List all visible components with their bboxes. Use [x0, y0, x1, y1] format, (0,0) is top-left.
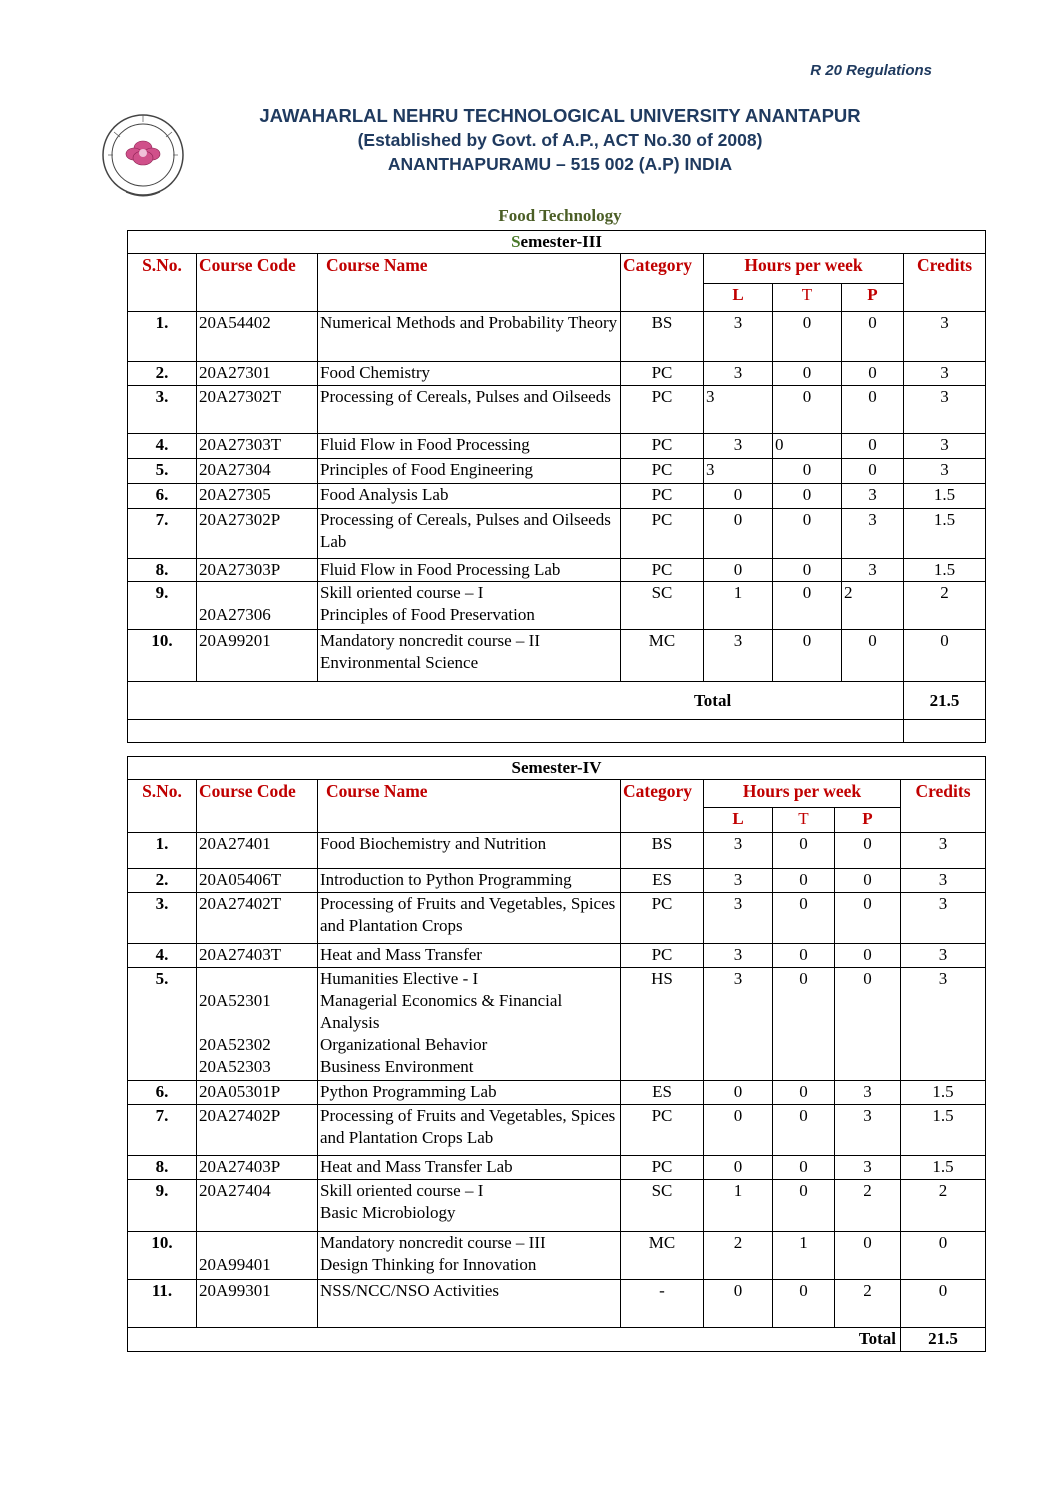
table-row: 4. 20A27403T Heat and Mass Transfer PC 3 0 0 3: [128, 944, 986, 968]
col-l: L: [704, 808, 773, 833]
semester-3-title: Semester-III: [128, 231, 986, 254]
table-row: 3. 20A27302T Processing of Cereals, Pulses and Oilseeds PC 3 0 0 3: [128, 386, 986, 434]
total-row: Total 21.5: [128, 1328, 986, 1352]
table-row: 10. 20A99201 Mandatory noncredit course – II Environmental Science MC 3 0 0 0: [128, 630, 986, 682]
total-row: Total 21.5: [128, 682, 986, 720]
table-row: 10. 20A99401 Mandatory noncredit course – III Design Thinking for Innovation MC 2 1 0 0: [128, 1232, 986, 1280]
col-p: P: [835, 808, 901, 833]
col-credits: Credits: [901, 780, 986, 833]
col-course-name: Course Name: [318, 780, 621, 833]
col-hours: Hours per week: [704, 780, 901, 808]
col-p: P: [842, 284, 904, 312]
table-row: 3. 20A27402T Processing of Fruits and Vegetables, Spices and Plantation Crops PC 3 0 0 3: [128, 893, 986, 944]
col-l: L: [704, 284, 773, 312]
branch-title: Food Technology: [498, 206, 622, 225]
semester-4-title: Semester-IV: [128, 757, 986, 780]
col-hours: Hours per week: [704, 254, 904, 284]
col-category: Category: [621, 254, 704, 312]
university-name: JAWAHARLAL NEHRU TECHNOLOGICAL UNIVERSITY ANANTAPUR: [259, 105, 861, 126]
semester-3-table: [127, 230, 986, 743]
table-row: 2. 20A27301 Food Chemistry PC 3 0 0 3: [128, 362, 986, 386]
table-row: 9. 20A27404 Skill oriented course – I Basic Microbiology SC 1 0 2 2: [128, 1180, 986, 1232]
table-row: 6. 20A05301P Python Programming Lab ES 0 0 3 1.5: [128, 1081, 986, 1105]
table-row: 8. 20A27403P Heat and Mass Transfer Lab PC 0 0 3 1.5: [128, 1156, 986, 1180]
semester-4-table: [127, 756, 986, 1352]
table-row: 1. 20A54402 Numerical Methods and Probability Theory BS 3 0 0 3: [128, 312, 986, 362]
university-logo-icon: [98, 112, 188, 202]
university-header: [200, 104, 920, 176]
col-t: T: [773, 284, 842, 312]
table-row: 9. 20A27306 Skill oriented course – I Principles of Food Preservation SC 1 0 2 2: [128, 582, 986, 630]
university-established: (Established by Govt. of A.P., ACT No.30 of 2008): [357, 130, 763, 150]
col-course-name: Course Name: [318, 254, 621, 312]
university-address: ANANTHAPURAMU – 515 002 (A.P) INDIA: [387, 154, 733, 174]
table-row: 7. 20A27402P Processing of Fruits and Vegetables, Spices and Plantation Crops Lab PC 0 0 3 1.5: [128, 1105, 986, 1156]
regulation-label: R 20 Regulations: [810, 62, 932, 79]
col-credits: Credits: [904, 254, 986, 312]
table-row: 5. 20A27304 Principles of Food Engineering PC 3 0 0 3: [128, 459, 986, 484]
table-row: 4. 20A27303T Fluid Flow in Food Processing PC 3 0 0 3: [128, 434, 986, 459]
table-row: 7. 20A27302P Processing of Cereals, Pulses and Oilseeds Lab PC 0 0 3 1.5: [128, 509, 986, 559]
col-course-code: Course Code: [197, 780, 318, 833]
table-row: 5. 20A52301 20A52302 20A52303 Humanities Elective - I Managerial Economics & Financial Analysis Organizational Behavior Business Environment HS 3 0 0 3: [128, 968, 986, 1081]
table-row: 1. 20A27401 Food Biochemistry and Nutrition BS 3 0 0 3: [128, 833, 986, 869]
col-course-code: Course Code: [197, 254, 318, 312]
col-sno: S.No.: [128, 254, 197, 312]
table-row: 11. 20A99301 NSS/NCC/NSO Activities - 0 0 2 0: [128, 1280, 986, 1328]
col-category: Category: [621, 780, 704, 833]
table-row: 2. 20A05406T Introduction to Python Programming ES 3 0 0 3: [128, 869, 986, 893]
col-t: T: [773, 808, 835, 833]
col-sno: S.No.: [128, 780, 197, 833]
table-row: 6. 20A27305 Food Analysis Lab PC 0 0 3 1.5: [128, 484, 986, 509]
table-row: 8. 20A27303P Fluid Flow in Food Processing Lab PC 0 0 3 1.5: [128, 559, 986, 582]
